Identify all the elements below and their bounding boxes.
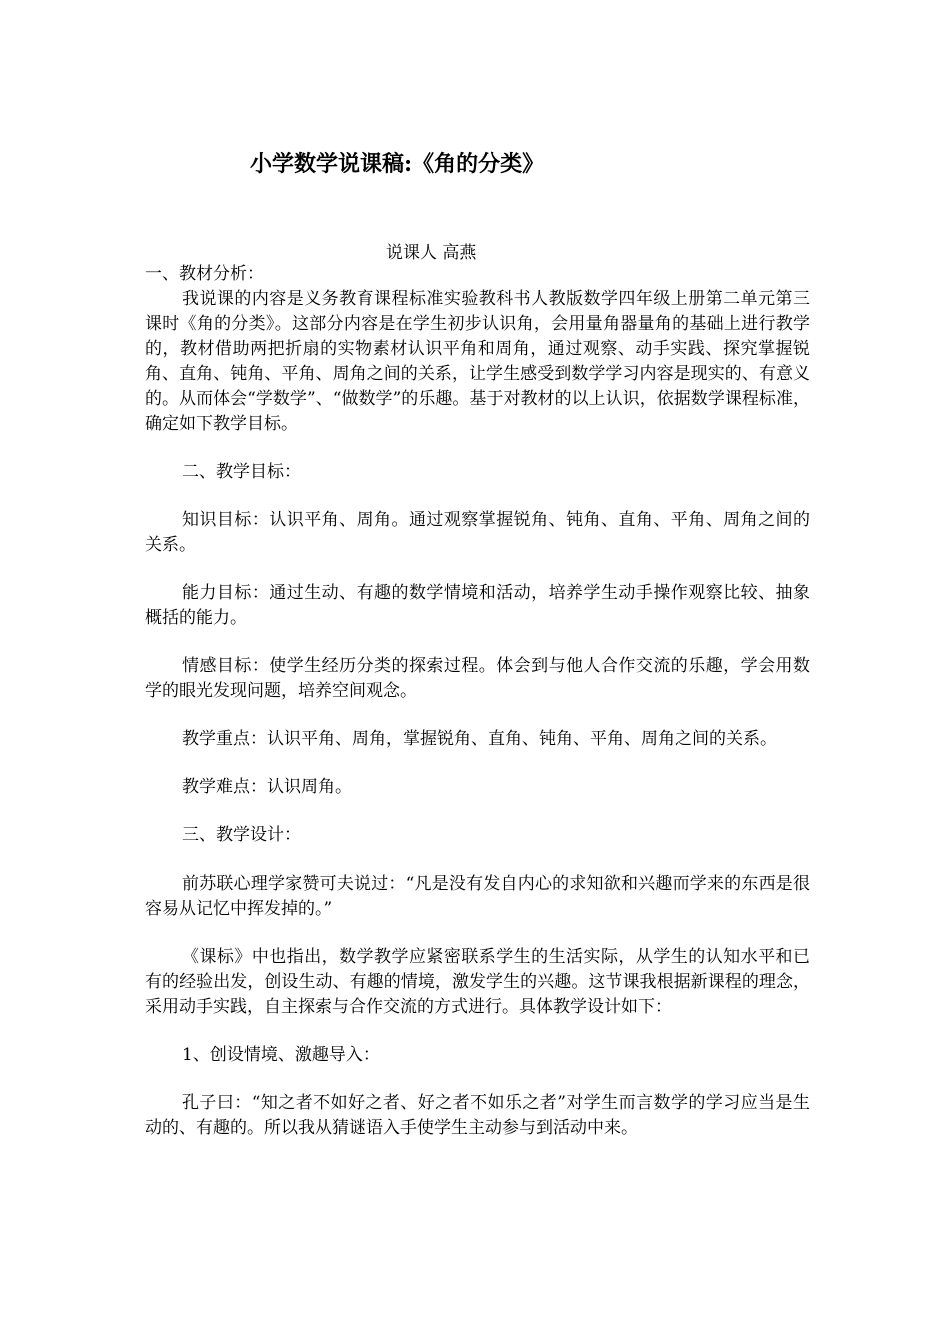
paragraph-zankov-quote: 前苏联心理学家赞可夫说过：“凡是没有发自内心的求知欲和兴趣而学来的东西是很容易从记忆中挥发掉的。” [145,874,810,919]
paragraph-curriculum: 《课标》中也指出，数学教学应紧密联系学生的生活实际，从学生的认知水平和已有的经验出发，创设生动、有趣的情境，激发学生的兴趣。这节课我根据新课程的理念，采用动手实践，自主探索与合作交流的方式进行。具体教学设计如下： [145,947,810,1017]
author-line: 说课人 高燕 [386,243,477,263]
paragraph-key-point: 教学重点：认识平角、周角，掌握锐角、直角、钝角、平角、周角之间的关系。 [182,729,777,749]
paragraph-materials: 我说课的内容是义务教育课程标准实验教科书人教版数学四年级上册第二单元第三课时《角的分类》。这部分内容是在学生初步认识角，会用量角器量角的基础上进行教学的，教材借助两把折扇的实物素材认识平角和周角，通过观察、动手实践、探究掌握锐角、直角、钝角、平角、周角之间的关系，让学生感受到数学学习内容是现实的、有意义的。从而体会“学数学”、“做数学”的乐趣。基于对教材的以上认识，依据数学课程标准，确定如下教学目标。 [145,289,810,434]
paragraph-difficulty: 教学难点：认识周角。 [182,777,352,797]
step-heading-introduction: 1、创设情境、激趣导入： [182,1045,380,1065]
document-body [145,262,810,1141]
paragraph-confucius: 孔子曰：“知之者不如好之者、好之者不如乐之者”对学生而言数学的学习应当是生动的、有趣的。所以我从猜谜语入手使学生主动参与到活动中来。 [145,1093,810,1138]
paragraph-knowledge-objective: 知识目标：认识平角、周角。通过观察掌握锐角、钝角、直角、平角、周角之间的关系。 [145,510,810,555]
section-heading-materials: 一、教材分析： [145,264,264,284]
paragraph-ability-objective: 能力目标：通过生动、有趣的数学情境和活动，培养学生动手操作观察比较、抽象概括的能力。 [145,583,810,628]
section-heading-design: 三、教学设计： [182,825,301,845]
section-heading-objectives: 二、教学目标： [182,462,301,482]
paragraph-emotion-objective: 情感目标：使学生经历分类的探索过程。体会到与他人合作交流的乐趣，学会用数学的眼光发现问题，培养空间观念。 [145,656,810,701]
document-title: 小学数学说课稿:《角的分类》 [250,151,545,177]
